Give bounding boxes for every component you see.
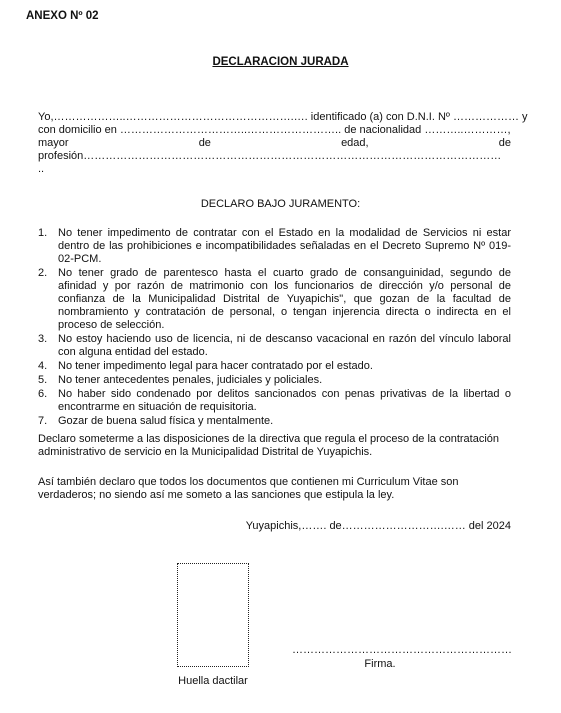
list-item — [38, 415, 511, 428]
list-item-number: 6. — [38, 388, 48, 400]
list-item-text: No tener impedimento legal para hacer contratado por el estado. — [58, 360, 373, 372]
identity-word: de — [498, 137, 511, 149]
list-item-number: 5. — [38, 374, 48, 386]
list-item-number: 3. — [38, 333, 48, 345]
annex-label: ANEXO Nº 02 — [26, 10, 99, 22]
list-item — [38, 333, 511, 359]
list-item-number: 4. — [38, 360, 48, 372]
list-item-text: No haber sido condenado por delitos sancionados con penas privativas de la libertad o encontrarme en situación de requisitoria. — [58, 388, 511, 413]
list-item-text: No tener antecedentes penales, judiciales y policiales. — [58, 374, 323, 386]
list-item — [38, 267, 511, 332]
identity-line-5: .. — [38, 163, 45, 175]
list-item — [38, 374, 511, 387]
date-line: Yuyapichis,……. de……………………….…… del 2024 — [245, 520, 511, 532]
signature-line: …………………………………………………… — [292, 644, 512, 656]
document-title — [0, 56, 561, 69]
fingerprint-box — [177, 563, 249, 667]
list-item-text: No tener impedimento de contratar con el Estado en la modalidad de Servicios ni estar dentro de las prohibiciones e incompatibilidades señaladas en el Decreto Supremo Nº 019-02-PCM. — [58, 227, 511, 265]
identity-word: edad, — [341, 137, 369, 149]
identity-line-3 — [38, 137, 511, 150]
list-item-number: 1. — [38, 227, 48, 239]
identity-line-4: profesión…………………………………………………………………………………………………… — [38, 150, 502, 162]
list-item-number: 7. — [38, 415, 48, 427]
identity-line-1: Yo,………………..……………………………………….…. identificado (a) con D.N.I. Nº ……………… y — [38, 111, 528, 123]
paragraph-directive: Declaro someterme a las disposiciones de la directiva que regula el proceso de la contratación administrativo de servicio en la Municipalidad Distrital de Yuyapichis. — [38, 433, 500, 458]
list-item — [38, 360, 511, 373]
declaration-list — [38, 227, 511, 429]
list-item-text: No estoy haciendo uso de licencia, ni de descanso vacacional en razón del vínculo laboral con alguna entidad del estado. — [58, 333, 511, 358]
signature-label: Firma. — [364, 658, 396, 670]
list-item-text: No tener grado de parentesco hasta el cuarto grado de consanguinidad, segundo de afinidad y por razón de matrimonio con los funcionarios de dirección y/o personal de confianza de la Municipalidad Distrital de Yuyapichis", que gozan de la facultad de nombramiento y contratación de personal, o tengan injerencia directa o indirecta en el proceso de selección. — [58, 267, 511, 331]
list-item-text: Gozar de buena salud física y mentalmente. — [58, 415, 274, 427]
identity-line-2: con domicilio en ……………………………..…………………….. de nacionalidad ………..…………, — [38, 124, 511, 136]
identity-word: de — [198, 137, 211, 149]
identity-block — [38, 111, 528, 176]
identity-word: mayor — [38, 137, 69, 149]
document-title-text: DECLARACION JURADA — [212, 56, 349, 68]
declaration-heading: DECLARO BAJO JURAMENTO: — [200, 198, 361, 210]
list-item — [38, 388, 511, 414]
list-item-number: 2. — [38, 267, 48, 279]
list-item — [38, 227, 511, 266]
fingerprint-label: Huella dactilar — [178, 675, 248, 687]
paragraph-curriculum: Así también declaro que todos los documentos que contienen mi Curriculum Vitae son verdaderos; no siendo así me someto a las sanciones que estipula la ley. — [38, 476, 459, 501]
